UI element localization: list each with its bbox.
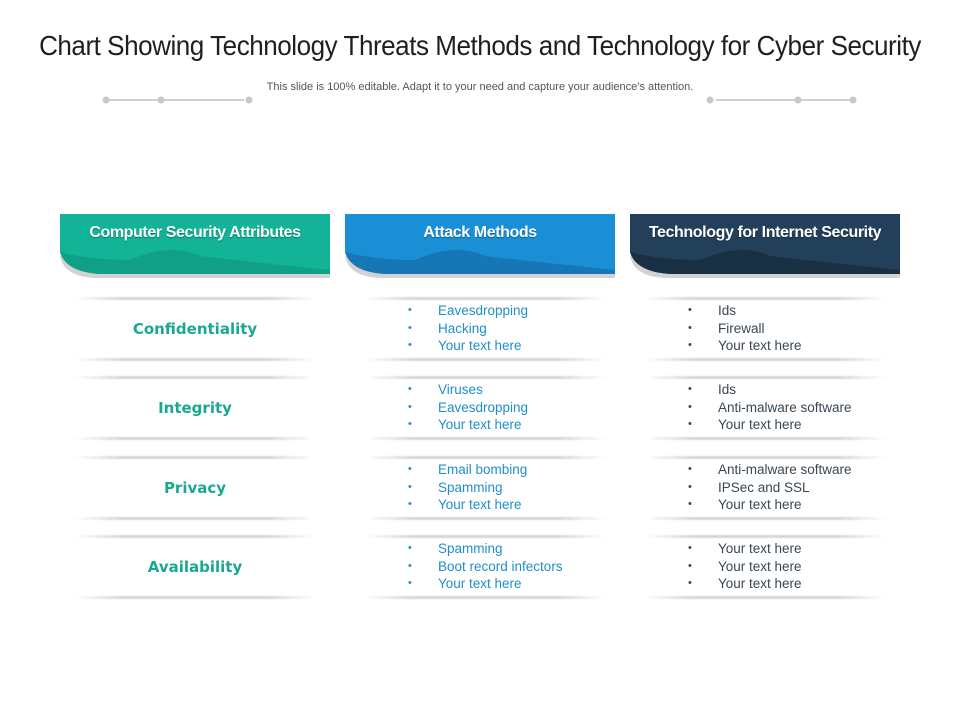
list-item — [364, 381, 606, 399]
list-item — [644, 302, 886, 320]
bullet-icon: • — [688, 304, 692, 316]
header-label: Technology for Internet Security — [648, 224, 882, 241]
bullet-icon: • — [688, 559, 692, 572]
list-item-text: Anti-malware software — [718, 399, 852, 415]
attack-methods-cell — [364, 535, 606, 599]
timeline-dot — [707, 97, 714, 104]
list-item-text: Ids — [718, 382, 737, 397]
list-item — [644, 558, 886, 576]
list-item — [644, 540, 886, 558]
attribute-label: Availability — [147, 558, 243, 576]
attack-methods-cell — [364, 297, 606, 361]
attribute-cell — [74, 535, 316, 599]
list-item — [644, 496, 886, 514]
list-item — [364, 320, 606, 338]
attack-methods-list — [364, 540, 606, 593]
list-item-text: Your text here — [438, 417, 522, 432]
bullet-icon: • — [688, 321, 692, 334]
bullet-icon: • — [408, 498, 412, 510]
list-item-text: Spamming — [438, 541, 503, 556]
bullet-icon: • — [408, 577, 412, 589]
technology-cell — [644, 297, 886, 361]
list-item — [364, 496, 606, 514]
list-item — [364, 461, 606, 479]
bullet-icon: • — [408, 480, 412, 493]
bullet-icon: • — [688, 339, 692, 351]
bullet-icon: • — [688, 498, 692, 510]
technology-list — [644, 302, 886, 355]
list-item-text: Viruses — [438, 382, 483, 397]
list-item — [364, 302, 606, 320]
list-item — [644, 416, 886, 434]
list-item — [364, 337, 606, 355]
timeline-dot — [246, 97, 253, 104]
slide-title: Chart Showing Technology Threats Methods and Technology for Cyber Security — [39, 30, 921, 61]
attribute-cell — [74, 376, 316, 440]
list-item — [364, 540, 606, 558]
list-item — [644, 399, 886, 417]
list-item — [644, 320, 886, 338]
timeline-dot — [795, 97, 802, 104]
list-item-text: Your text here — [718, 338, 802, 353]
bullet-icon: • — [408, 463, 412, 475]
bullet-icon: • — [688, 577, 692, 589]
list-item — [364, 558, 606, 576]
timeline-dot — [158, 97, 165, 104]
bullet-icon: • — [408, 321, 412, 334]
list-item-text: Your text here — [718, 417, 802, 432]
header-technology-for-internet-security — [630, 214, 900, 278]
list-item-text: Eavesdropping — [438, 399, 529, 415]
bullet-icon: • — [408, 559, 412, 572]
bullet-icon: • — [408, 383, 412, 395]
attack-methods-cell — [364, 456, 606, 520]
attribute-cell — [74, 297, 316, 361]
list-item-text: Boot record infectors — [438, 558, 563, 574]
technology-cell — [644, 456, 886, 520]
list-item — [364, 416, 606, 434]
attribute-cell — [74, 456, 316, 520]
list-item — [364, 575, 606, 593]
attribute-label: Privacy — [163, 479, 227, 497]
list-item-text: Hacking — [438, 320, 487, 336]
list-item — [364, 479, 606, 497]
header-attack-methods — [345, 214, 615, 278]
bullet-icon: • — [688, 400, 692, 413]
bullet-icon: • — [688, 463, 692, 475]
list-item-text: Your text here — [718, 576, 802, 591]
bullet-icon: • — [688, 383, 692, 395]
bullet-icon: • — [408, 418, 412, 430]
bullet-icon: • — [688, 480, 692, 493]
technology-list — [644, 461, 886, 514]
timeline-dot — [103, 97, 110, 104]
attribute-label: Integrity — [158, 399, 232, 417]
bullet-icon: • — [688, 418, 692, 430]
list-item — [644, 461, 886, 479]
list-item-text: Your text here — [718, 558, 802, 574]
slide-subtitle: This slide is 100% editable. Adapt it to your need and capture your audience’s attention. — [266, 81, 694, 93]
technology-cell — [644, 535, 886, 599]
list-item-text: Ids — [718, 303, 737, 318]
bullet-icon: • — [688, 542, 692, 554]
list-item-text: Anti-malware software — [718, 462, 852, 477]
technology-cell — [644, 376, 886, 440]
list-item-text: Email bombing — [438, 462, 528, 477]
bullet-icon: • — [408, 542, 412, 554]
list-item-text: Firewall — [718, 320, 765, 336]
list-item-text: IPSec and SSL — [718, 479, 810, 495]
attack-methods-list — [364, 461, 606, 514]
list-item — [644, 575, 886, 593]
list-item-text: Your text here — [438, 576, 522, 591]
attack-methods-list — [364, 302, 606, 355]
list-item-text: Eavesdropping — [438, 303, 529, 318]
list-item — [364, 399, 606, 417]
timeline-dot — [850, 97, 857, 104]
attack-methods-list — [364, 381, 606, 434]
list-item-text: Spamming — [438, 479, 503, 495]
attack-methods-cell — [364, 376, 606, 440]
attribute-label: Confidentiality — [132, 320, 258, 338]
list-item-text: Your text here — [438, 497, 522, 512]
bullet-icon: • — [408, 400, 412, 413]
bullet-icon: • — [408, 304, 412, 316]
list-item-text: Your text here — [438, 338, 522, 353]
list-item — [644, 337, 886, 355]
list-item — [644, 381, 886, 399]
list-item-text: Your text here — [718, 541, 802, 556]
list-item-text: Your text here — [718, 497, 802, 512]
bullet-icon: • — [408, 339, 412, 351]
list-item — [644, 479, 886, 497]
header-label: Computer Security Attributes — [89, 224, 301, 241]
header-computer-security-attributes — [60, 214, 330, 278]
technology-list — [644, 381, 886, 434]
technology-list — [644, 540, 886, 593]
header-label: Attack Methods — [423, 224, 537, 241]
